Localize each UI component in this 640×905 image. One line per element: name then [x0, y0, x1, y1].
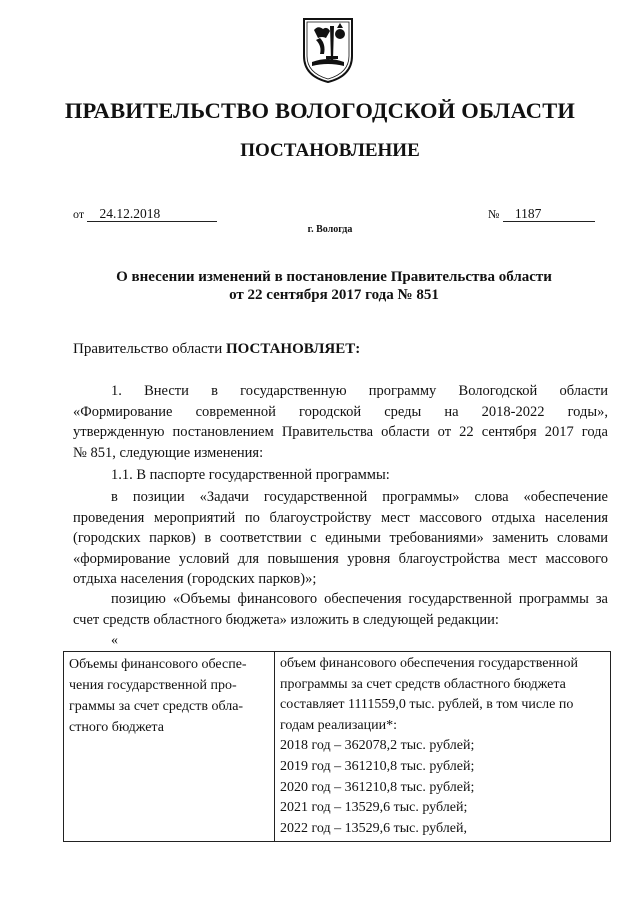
date-value: 24.12.2018 [87, 207, 217, 222]
coat-of-arms-emblem [300, 16, 356, 84]
right-cell-line: программы за счет средств областного бюджета [280, 676, 566, 692]
table-right-cell [275, 652, 611, 842]
paragraph-1-line: «Формирование современной городской среды на 2018-2022 годы», [73, 403, 608, 420]
resolves-verb: ПОСТАНОВЛЯЕТ: [225, 341, 361, 357]
right-cell-line: 2021 год – 13529,6 тыс. рублей; [280, 800, 468, 816]
left-cell-line: Объемы финансового обеспе- [69, 657, 247, 672]
paragraph-1-1: 1.1. В паспорте государственной программы: [111, 467, 390, 483]
paragraph-position-tasks: в позиции «Задачи государственной программы» слова «обеспечение проведения мероприятий по благоустройству мест массового отдыха населения (городских парков) в соответствии с едиными требованиями» заменить словами «формирование условий для повышения уровня благоустройства мест массового отдыха населения (городских парков)»; [73, 489, 608, 587]
resolution-statement [73, 341, 360, 358]
number-field [488, 206, 595, 222]
subject-line-2: от 22 сентября 2017 года № 851 [229, 287, 439, 303]
government-title: ПРАВИТЕЛЬСТВО ВОЛОГОДСКОЙ ОБЛАСТИ [64, 98, 576, 123]
right-cell-line: 2022 год – 13529,6 тыс. рублей, [280, 820, 467, 836]
right-cell-line: 2018 год – 362078,2 тыс. рублей; [280, 738, 475, 754]
left-cell-line: чения государственной про- [69, 678, 237, 693]
right-cell-line: годам реализации*: [280, 717, 397, 733]
right-cell-line: 2019 год – 361210,8 тыс. рублей; [280, 758, 475, 774]
date-field [73, 206, 217, 222]
document-type: ПОСТАНОВЛЕНИЕ [240, 140, 420, 161]
funding-table [63, 651, 611, 842]
paragraph-1 [73, 381, 608, 463]
table-row [64, 652, 611, 842]
right-cell-line: 2020 год – 361210,8 тыс. рублей; [280, 779, 475, 795]
table-left-cell [64, 652, 275, 842]
paragraph-1-line: № 851, следующие изменения: [73, 444, 264, 461]
opening-quote: « [111, 633, 118, 648]
resolves-prefix: Правительство области [73, 341, 223, 357]
paragraph-position-funding: позицию «Объемы финансового обеспечения государственной программы за счет средств областного бюджета» изложить в следующей редакции: [73, 591, 608, 628]
document-subject [0, 268, 640, 304]
right-cell-line: составляет 1111559,0 тыс. рублей, в том числе по [280, 697, 574, 713]
paragraph-1-line: утвержденную постановлением Правительства области от 22 сентября 2017 года [73, 424, 608, 440]
date-prefix: от [73, 207, 85, 221]
number-value: 1187 [503, 207, 595, 222]
right-cell-line: объем финансового обеспечения государственной [280, 656, 578, 671]
number-prefix: № [488, 207, 500, 221]
subject-line-1: О внесении изменений в постановление Правительства области [116, 269, 552, 285]
left-cell-line: стного бюджета [69, 720, 164, 735]
city-label: г. Вологда [307, 224, 353, 235]
left-cell-line: граммы за счет средств обла- [69, 699, 244, 714]
paragraph-1-line: 1. Внести в государственную программу Вологодской области [111, 383, 608, 399]
